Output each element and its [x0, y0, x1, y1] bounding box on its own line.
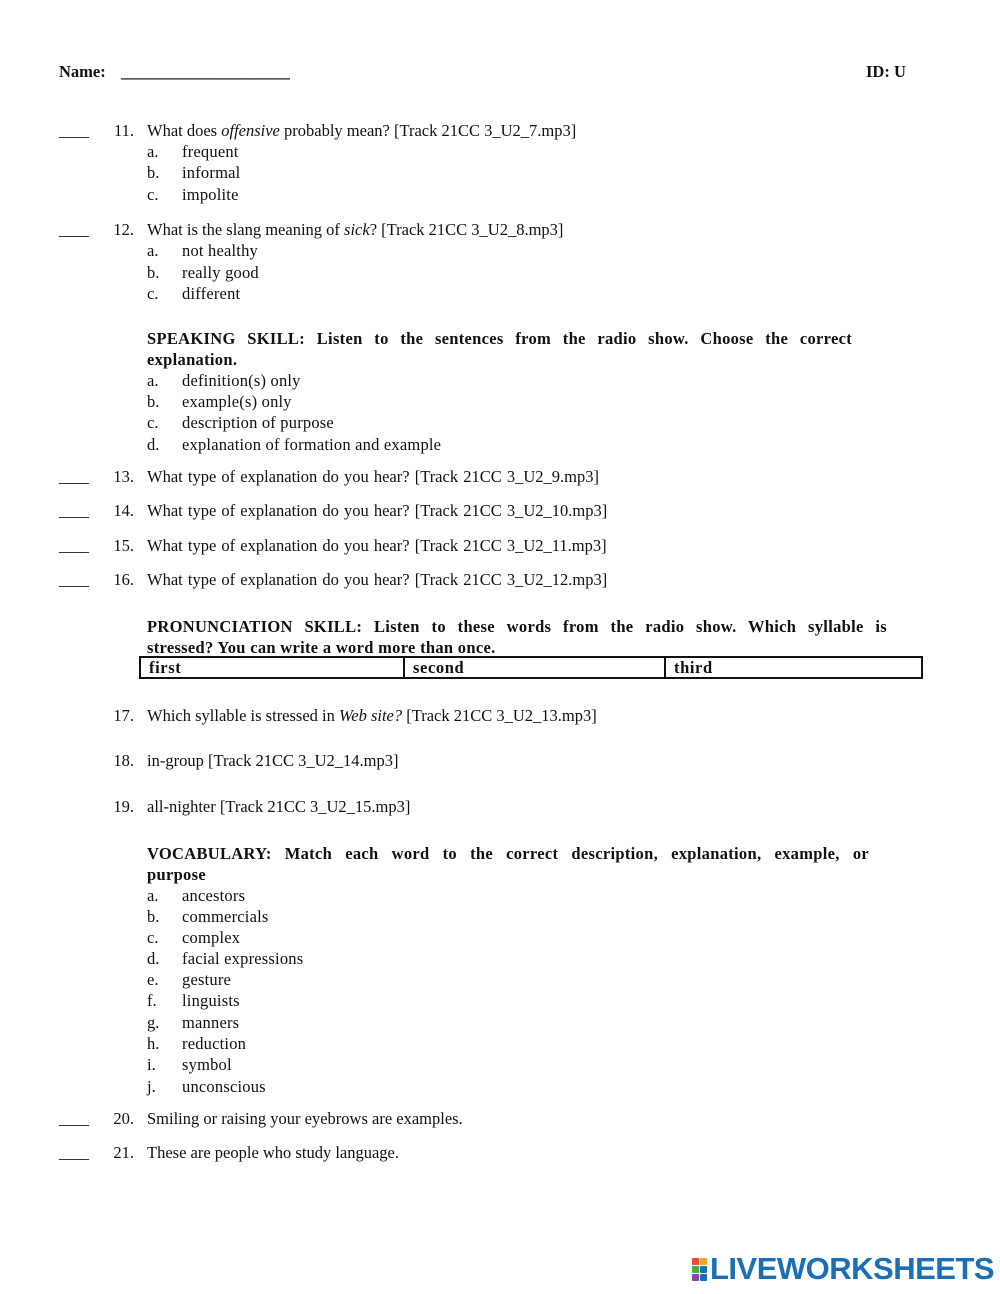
question-text: What type of explanation do you hear? [Track 21CC 3_U2_10.mp3]	[147, 501, 608, 520]
question-number: 17.	[113, 706, 134, 725]
option-text: description of purpose	[182, 413, 334, 432]
answer-blank-21[interactable]: ____	[59, 1143, 88, 1162]
speaking-skill-heading: SPEAKING SKILL: Listen to the sentences from the radio show. Choose the correct explanation.	[147, 329, 852, 369]
question-text: What type of explanation do you hear? [Track 21CC 3_U2_11.mp3]	[147, 536, 607, 555]
question-number: 21.	[113, 1143, 134, 1162]
option-text: frequent	[182, 142, 239, 161]
answer-blank-16[interactable]: ____	[59, 570, 88, 589]
option-text: linguists	[182, 991, 240, 1010]
column-third: third	[665, 657, 922, 678]
answer-blank-15[interactable]: ____	[59, 536, 88, 555]
option-text: facial expressions	[182, 949, 304, 968]
option-text: complex	[182, 928, 241, 947]
option-text: explanation of formation and example	[182, 435, 442, 454]
option-letter: d.	[147, 435, 160, 454]
option-letter: i.	[147, 1055, 156, 1074]
question-text: all-nighter [Track 21CC 3_U2_15.mp3]	[147, 797, 411, 816]
tile	[692, 1258, 699, 1265]
option-text: reduction	[182, 1034, 247, 1053]
option-letter: h.	[147, 1034, 160, 1053]
liveworksheets-tiles-icon	[692, 1258, 707, 1281]
option-text: symbol	[182, 1055, 232, 1074]
option-text: not healthy	[182, 241, 258, 260]
tile	[692, 1266, 699, 1273]
option-letter: j.	[147, 1077, 156, 1096]
question-text: What is the slang meaning of sick? [Track 21CC 3_U2_8.mp3]	[147, 220, 564, 239]
option-letter: f.	[147, 991, 157, 1010]
option-letter: d.	[147, 949, 160, 968]
option-text: definition(s) only	[182, 371, 301, 390]
option-letter: g.	[147, 1013, 160, 1032]
question-text: What type of explanation do you hear? [Track 21CC 3_U2_9.mp3]	[147, 467, 599, 486]
option-letter: a.	[147, 142, 159, 161]
option-letter: c.	[147, 413, 159, 432]
question-text: Which syllable is stressed in Web site? [Track 21CC 3_U2_13.mp3]	[147, 706, 597, 725]
question-text: in-group [Track 21CC 3_U2_14.mp3]	[147, 751, 399, 770]
option-text: manners	[182, 1013, 240, 1032]
question-number: 15.	[113, 536, 134, 555]
question-number: 19.	[113, 797, 134, 816]
vocabulary-heading: VOCABULARY: Match each word to the correct description, explanation, example, or purpose	[147, 844, 869, 884]
question-number: 12.	[113, 220, 134, 239]
liveworksheets-logo	[692, 1253, 994, 1285]
question-number: 16.	[113, 570, 134, 589]
tile	[700, 1266, 707, 1273]
question-text: What does offensive probably mean? [Track 21CC 3_U2_7.mp3]	[147, 121, 577, 140]
tile	[692, 1274, 699, 1281]
pronunciation-skill-heading: PRONUNCIATION SKILL: Listen to these words from the radio show. Which syllable is stressed? You can write a word more than once.	[147, 617, 887, 657]
question-number: 14.	[113, 501, 134, 520]
syllable-table	[139, 656, 923, 679]
name-label: Name:	[59, 62, 106, 81]
name-field[interactable]: ______________________	[121, 62, 290, 81]
option-text: unconscious	[182, 1077, 266, 1096]
option-letter: c.	[147, 185, 159, 204]
option-letter: b.	[147, 263, 160, 282]
id-label: ID: U	[866, 62, 906, 81]
option-text: informal	[182, 163, 241, 182]
option-text: really good	[182, 263, 259, 282]
option-letter: e.	[147, 970, 159, 989]
option-text: ancestors	[182, 886, 246, 905]
option-text: example(s) only	[182, 392, 292, 411]
option-letter: c.	[147, 928, 159, 947]
column-first: first	[140, 657, 404, 678]
answer-blank-13[interactable]: ____	[59, 467, 88, 486]
question-number: 20.	[113, 1109, 134, 1128]
question-text: What type of explanation do you hear? [Track 21CC 3_U2_12.mp3]	[147, 570, 608, 589]
option-letter: a.	[147, 886, 159, 905]
question-number: 11.	[113, 121, 134, 140]
answer-blank-12[interactable]: ____	[59, 220, 88, 239]
option-text: impolite	[182, 185, 239, 204]
option-letter: b.	[147, 392, 160, 411]
option-letter: b.	[147, 163, 160, 182]
tile	[700, 1274, 707, 1281]
tile	[700, 1258, 707, 1265]
question-text: Smiling or raising your eyebrows are examples.	[147, 1109, 463, 1128]
question-number: 18.	[113, 751, 134, 770]
column-second: second	[404, 657, 665, 678]
option-text: gesture	[182, 970, 232, 989]
option-letter: b.	[147, 907, 160, 926]
option-text: different	[182, 284, 241, 303]
answer-blank-11[interactable]: ____	[59, 121, 88, 140]
option-letter: a.	[147, 241, 159, 260]
question-number: 13.	[113, 467, 134, 486]
option-text: commercials	[182, 907, 269, 926]
option-letter: a.	[147, 371, 159, 390]
answer-blank-14[interactable]: ____	[59, 501, 88, 520]
option-letter: c.	[147, 284, 159, 303]
answer-blank-20[interactable]: ____	[59, 1109, 88, 1128]
logo-text: LIVEWORKSHEETS	[710, 1251, 995, 1286]
question-text: These are people who study language.	[147, 1143, 399, 1162]
